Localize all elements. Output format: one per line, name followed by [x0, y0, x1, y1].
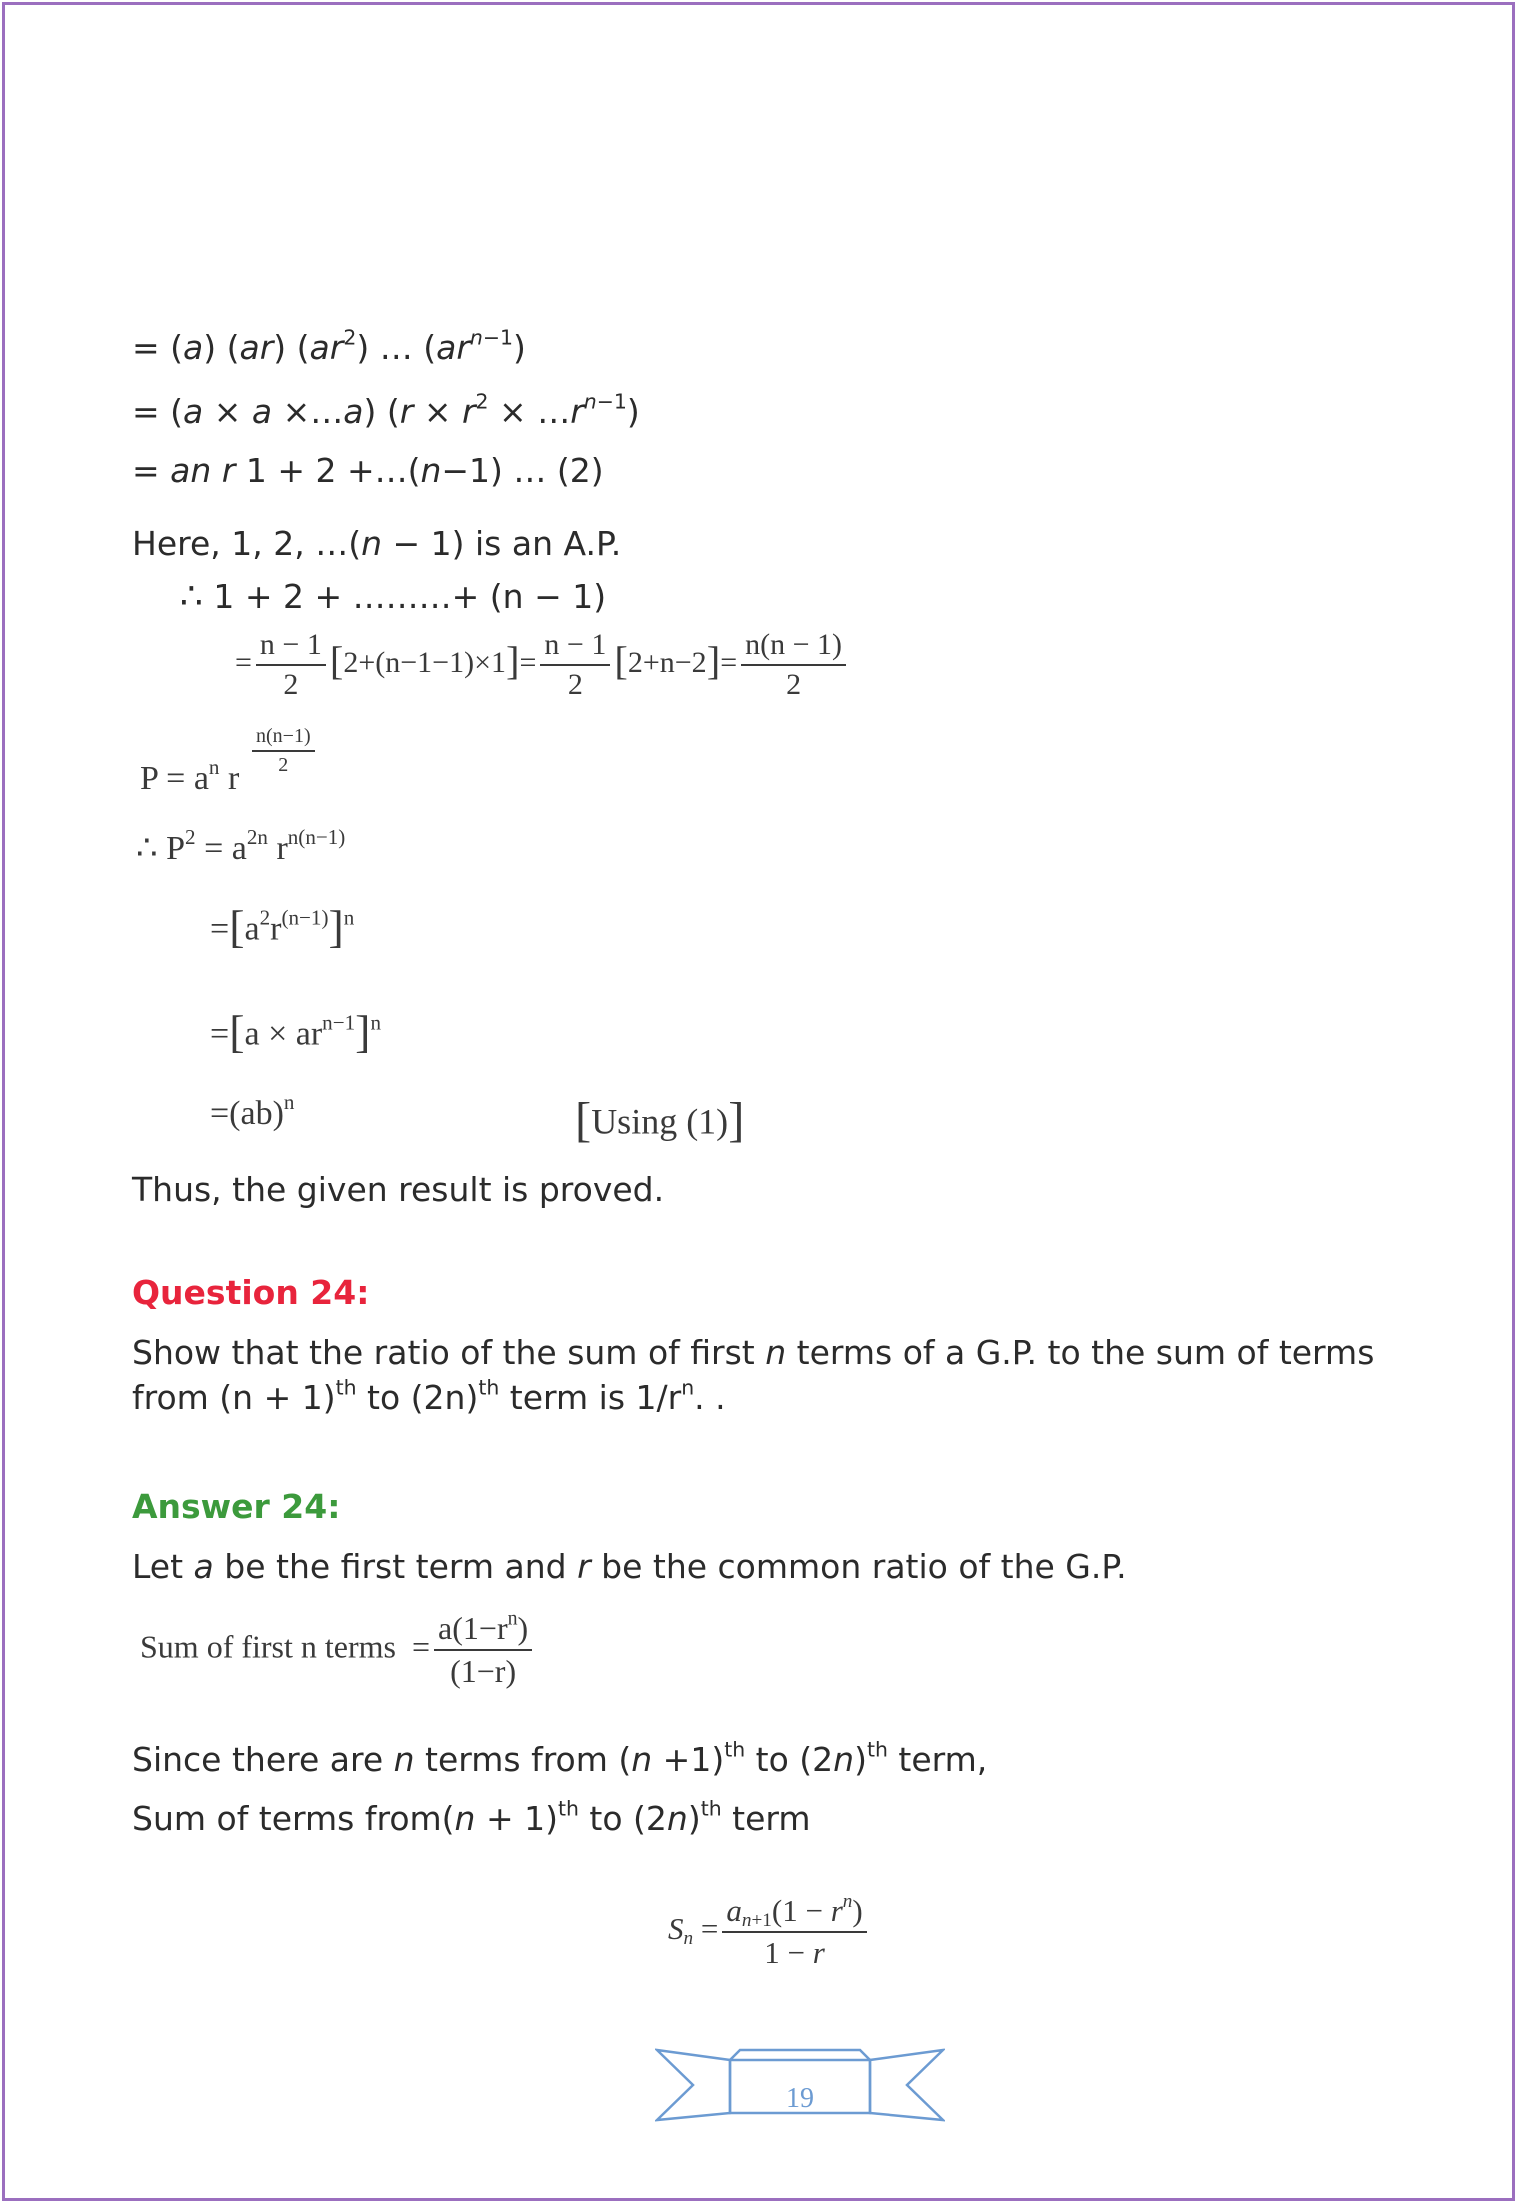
sum-from-line: Sum of terms from(n + 1)$^{th}$ to $(2n)^{th}$ term — [132, 1796, 811, 1838]
sum-line: ∴ 1 + 2 + ………+ (n − 1) — [180, 576, 607, 617]
conclusion: Thus, the given result is proved. — [132, 1170, 665, 1209]
step-1: $=[a^2r^{(n-1)}]^n$ — [210, 901, 355, 952]
question-heading: Question 24: — [132, 1273, 370, 1312]
step-3: =(ab)$^n$ — [210, 1089, 295, 1132]
ap-line: Here, 1, 2, …(n − 1) is an A.P. — [132, 524, 622, 563]
p-formula: $P = a^n$ r — [140, 754, 240, 797]
page-number: 19 — [786, 2083, 814, 2114]
using-ref: [Using (1)] — [575, 1093, 745, 1147]
proof-line-2: = (a × a ×…a) ($r \times r^2$ × $\dots r^{n-1}$) — [132, 389, 640, 431]
sum-first-n-formula: Sum of first n terms = $\frac{a(1-r^n)}{(1-r)}$ — [140, 1610, 536, 1690]
question-text-line-2: from $(n + 1)^{th}$ to $(2n)^{th}$ term is $1/r^n$. . — [132, 1375, 726, 1417]
proof-line-3: = an r 1 + 2 +…(n−1) … (2) — [132, 451, 604, 490]
step-2: $=[a \times ar^{n-1}]^n$ — [210, 1006, 381, 1057]
sn-formula: $S_n$ = $\frac{a_{n+1}(1 - r^n)}{1 - r}$ — [668, 1893, 871, 1971]
p-squared: ∴ $P^2 = a^{2n}$ $r^{n(n-1)}$ — [136, 824, 346, 867]
proof-line-1: = (a) (ar) $(ar^2)$ … $(ar^{n-1})$ — [132, 325, 526, 367]
answer-heading: Answer 24: — [132, 1487, 341, 1526]
ap-sum-formula: = $\frac{n - 1}{2}$ [2+(n−1−1)×1]= $\frac{n - 1}{2}$ [2+n−2]= $\frac{n(n - 1)}{2}$ — [235, 628, 850, 702]
since-line: Since there are n terms from $(n +1)^{th}$ to $(2n)^{th}$ term, — [132, 1737, 988, 1779]
question-text-line-1: Show that the ratio of the sum of first n terms of a G.P. to the sum of terms — [132, 1333, 1375, 1372]
p-exponent: $\frac{n(n-1)}{2}$ — [252, 725, 315, 777]
answer-intro: Let a be the first term and r be the common ratio of the G.P. — [132, 1547, 1127, 1586]
